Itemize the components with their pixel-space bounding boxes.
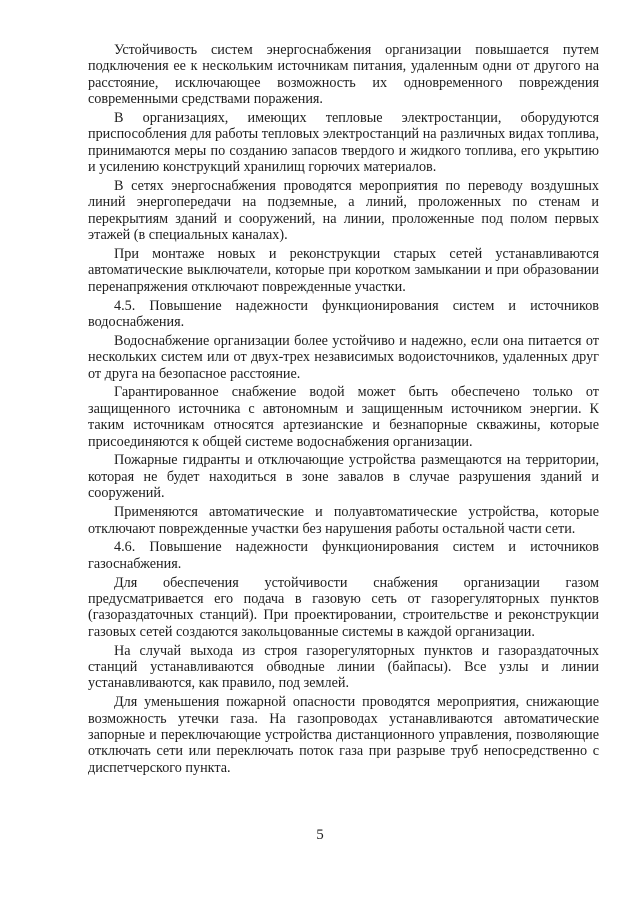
section-heading-water-supply: 4.5. Повышение надежности функционирования систем и источников водоснабжения. [88, 297, 599, 331]
paragraph-guaranteed-water: Гарантированное снабжение водой может быть обеспечено только от защищенного источника с автономным и защищенным источником энергии. К таким источникам относятся артезианские и безнапорные скважины, которые присоединяются к общей системе водоснабжения организации. [88, 384, 599, 450]
paragraph-gas-network: Для обеспечения устойчивости снабжения организации газом предусматривается его подача в газовую сеть от газорегуляторных пунктов (газораздаточных станций). При проектировании, строительстве и реконструкции газовых сетей создаются закольцованные системы в каждой организации. [88, 574, 599, 640]
paragraph-energy-sources: Устойчивость систем энергоснабжения организации повышается путем подключения ее к нескольким источникам питания, удаленным одни от другого на расстояние, исключающее возможность их одновременного повреждения современными средствами поражения. [88, 42, 599, 108]
section-heading-gas-supply: 4.6. Повышение надежности функционирования систем и источников газоснабжения. [88, 539, 599, 572]
paragraph-fire-hydrants: Пожарные гидранты и отключающие устройства размещаются на территории, которая не будет находиться в зоне завалов в случае разрушения зданий и сооружений. [88, 452, 599, 502]
paragraph-bypass-lines: На случай выхода из строя газорегуляторных пунктов и газораздаточных станций устанавливаются обводные линии (байпасы). Все узлы и линии устанавливаются, как правило, под землей. [88, 642, 599, 692]
document-page [88, 42, 599, 779]
paragraph-fire-safety: Для уменьшения пожарной опасности проводятся мероприятия, снижающие возможность утечки газа. На газопроводах устанавливаются автоматические запорные и переключающие устройства дистанционного управления, позволяющие отключать сети или переключать поток газа при разрыве труб непосредственно с диспетчерского пункта. [88, 694, 599, 776]
paragraph-automatic-devices: Применяются автоматические и полуавтоматические устройства, которые отключают поврежденные участки без нарушения работы остальной части сети. [88, 504, 599, 537]
paragraph-circuit-breakers: При монтаже новых и реконструкции старых сетей устанавливаются автоматические выключатели, которые при коротком замыкании и при образовании перенапряжения отключают поврежденные участки. [88, 246, 599, 295]
paragraph-thermal-plants: В организациях, имеющих тепловые электростанции, оборудуются приспособления для работы тепловых электростанций на различных видах топлива, принимаются меры по созданию запасов твердого и жидкого топлива, его укрытию и усилению конструкций хранилищ горючих материалов. [88, 110, 599, 176]
paragraph-water-sources: Водоснабжение организации более устойчиво и надежно, если она питается от нескольких систем или от двух-трех независимых водоисточников, удаленных друг от друга на безопасное расстояние. [88, 332, 599, 382]
paragraph-underground-lines: В сетях энергоснабжения проводятся мероприятия по переводу воздушных линий энергопередачи на подземные, а линий, проложенных по стенам и перекрытиям зданий и сооружений, на линии, проложенные под полом первых этажей (в специальных каналах). [88, 178, 599, 244]
page-number: 5 [316, 827, 324, 843]
